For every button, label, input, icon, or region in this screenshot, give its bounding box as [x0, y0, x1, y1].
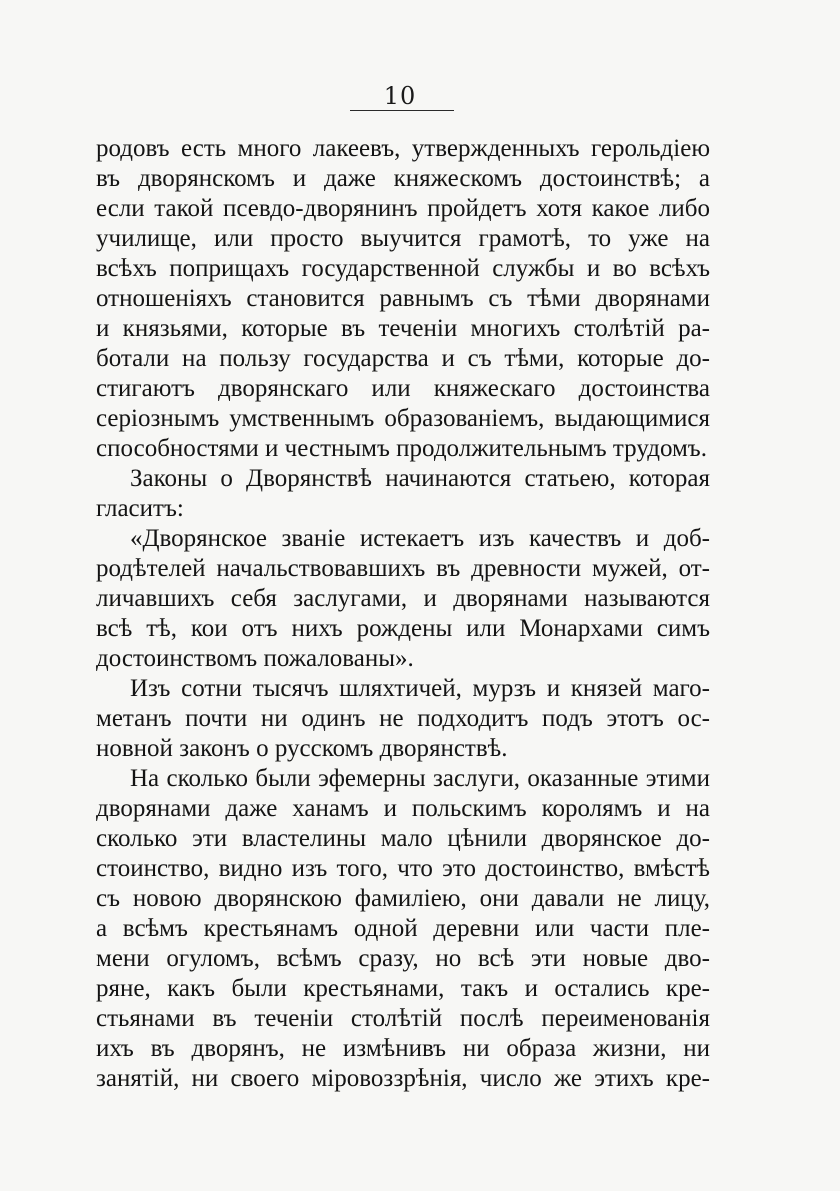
text-line: если такой псевдо-дворянинъ пройдетъ хотя какое либо	[96, 195, 710, 222]
text-line: стьянами въ теченіи столѣтій послѣ переименованія	[96, 1005, 710, 1032]
page-number: 10	[383, 82, 417, 110]
text-line: стигаютъ дворянскаго или княжескаго достоинства	[96, 375, 710, 402]
text-line: всѣ тѣ, кои отъ нихъ рождены или Монархами симъ	[96, 615, 710, 642]
text-line: дворянами даже ханамъ и польскимъ королямъ и на	[96, 795, 710, 822]
header-rule	[350, 110, 454, 111]
text-line: а всѣмъ крестьянамъ одной деревни или части пле-	[96, 915, 710, 942]
text-line: «Дворянское званіе истекаетъ изъ качествъ и доб-	[130, 525, 710, 552]
text-line: родовъ есть много лакеевъ, утвержденныхъ герольдіею	[96, 135, 710, 162]
text-line: съ новою дворянскою фамиліею, они давали не лицу,	[96, 885, 710, 912]
body-text	[96, 134, 710, 1094]
text-line: ряне, какъ были крестьянами, такъ и остались кре-	[96, 975, 710, 1002]
text-line: занятій, ни своего міровоззрѣнія, число же этихъ кре-	[96, 1065, 710, 1092]
text-line: въ дворянскомъ и даже княжескомъ достоинствѣ; а	[96, 165, 710, 192]
text-line: На сколько были эфемерны заслуги, оказанные этими	[130, 765, 710, 792]
text-line: гласитъ:	[96, 495, 184, 522]
text-line: и князьями, которые въ теченіи многихъ столѣтій ра-	[96, 315, 710, 342]
text-line: способностями и честнымъ продолжительнымъ трудомъ.	[96, 435, 707, 462]
text-line: Законы о Дворянствѣ начинаются статьею, которая	[130, 465, 710, 492]
text-line: всѣхъ поприщахъ государственной службы и во всѣхъ	[96, 255, 710, 282]
text-line: стоинство, видно изъ того, что это достоинство, вмѣстѣ	[96, 855, 710, 882]
text-line: отношеніяхъ становится равнымъ съ тѣми дворянами	[96, 285, 710, 312]
text-line: ихъ въ дворянъ, не измѣнивъ ни образа жизни, ни	[96, 1035, 710, 1062]
text-line: родѣтелей начальствовавшихъ въ древности мужей, от-	[96, 555, 710, 582]
text-line: новной законъ о русскомъ дворянствѣ.	[96, 735, 508, 762]
text-line: Изъ сотни тысячъ шляхтичей, мурзъ и князей маго-	[130, 675, 710, 702]
text-line: ботали на пользу государства и съ тѣми, которые до-	[96, 345, 710, 372]
text-line: сколько эти властелины мало цѣнили дворянское до-	[96, 825, 710, 852]
text-line: училище, или просто выучится грамотѣ, то уже на	[96, 225, 710, 252]
text-line: метанъ почти ни одинъ не подходитъ подъ этотъ ос-	[96, 705, 710, 732]
text-line: личавшихъ себя заслугами, и дворянами называются	[96, 585, 710, 612]
text-line: достоинствомъ пожалованы».	[96, 645, 414, 672]
text-line: серіознымъ умственнымъ образованіемъ, выдающимися	[96, 405, 710, 432]
text-line: мени огуломъ, всѣмъ сразу, но всѣ эти новые дво-	[96, 945, 710, 972]
